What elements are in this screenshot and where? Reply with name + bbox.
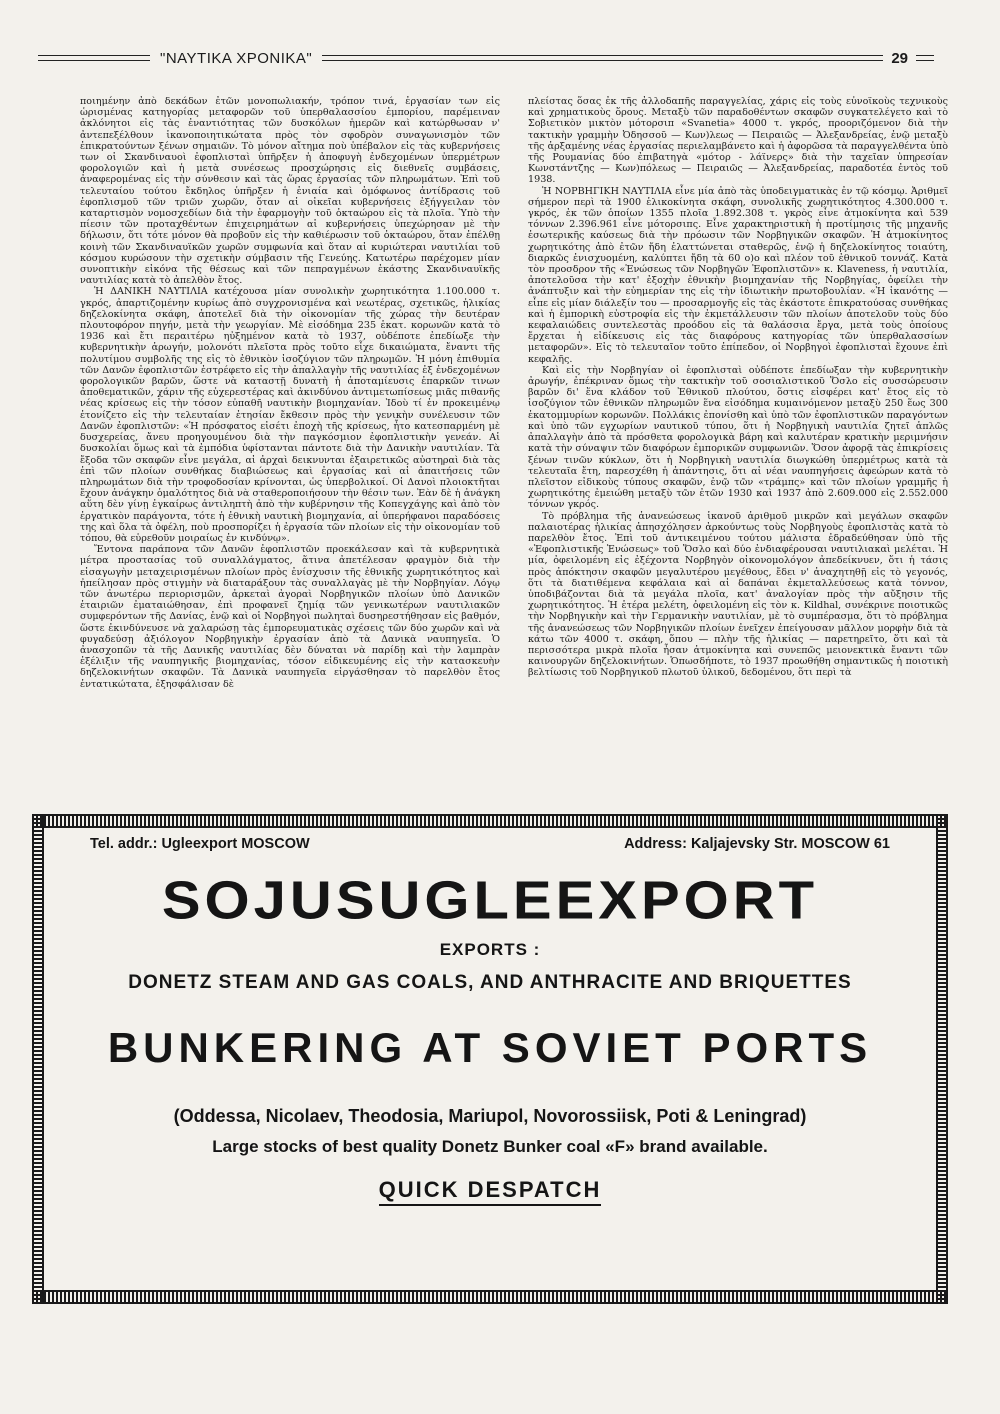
publication-title: "ΝΑΥΤΙΚΑ ΧΡΟΝΙΚΑ" (160, 49, 313, 67)
paragraph: πλείστας ὅσας ἐκ τῆς ἀλλοδαπῆς παραγγελίας, χάρις εἰς τοὺς εὐνοϊκοὺς τεχνικοὺς καὶ χρηματικοὺς ὅρους. Μεταξὺ τῶν παραδοθέντων σκαφῶν συγκατελέγετο καὶ τὸ Σοβιετικὸν μικτὸν μότορσιπ «Svanetia» 4000 τ. γκρός, προοριζόμενον διὰ τὴν τακτικὴν γραμμὴν Ὀδησσοῦ — Κων)λεως — Πειραιῶς — Ἀλεξανδρείας, ἐνῷ μεταξὺ τῆς ἀρξαμένης νέας ἐργασίας περιελαμβάνετο καὶ ἡ ἀφορῶσα τὰ παραγγελθέντα ὑπὸ τῆς Ρουμανίας δύο ἐπιβατηγὰ «μότορ - λάϊνερς» διὰ τὴν ταχεῖαν ὑπηρεσίαν Κωνστάντζης — Κων)πόλεως — Πειραιῶς — Ἀλεξανδρείας, παραδοτέα ἐντὸς τοῦ 1938. (528, 96, 948, 186)
paragraph: Ἡ ΝΟΡΒΗΓΙΚΗ ΝΑΥΤΙΛΙΑ εἶνε μία ἀπὸ τὰς ὑποδειγματικὰς ἐν τῷ κόσμῳ. Ἀριθμεῖ σήμερον περὶ τὰ 1900 ἑλικοκίνητα σκάφη, συνολικῆς χωρητικότητος 4.300.000 τ. γκρός, ἐκ τῶν ὁποίων 1355 πλοῖα 1.892.308 τ. γκρὸς εἶνε ἀτμοκίνητα καὶ 539 τόννων 2.396.961 εἶνε μότορσιπς. Εἶνε χαρακτηριστικὴ ἡ προτίμησις τῆς μηχανῆς ἐσωτερικῆς καύσεως διὰ τὴν πρόωσιν τῶν Νορβηγικῶν σκαφῶν. Ἡ ἀτμοκίνητος χωρητικότης ἀπὸ ἐτῶν ἤδη ἐλαττώνεται σταθερῶς, ἐνῷ ἡ δηζελοκίνητος τοιαύτη, διαρκῶς ἐνισχυομένη, καλύπτει ἤδη τὰ 60 ο)ο καὶ πλέον τοῦ ἐθνικοῦ τοννάζ. Κατὰ τὸν προσδρον τῆς «Ἑνώσεως τῶν Νορβηγῶν Ἐφοπλιστῶν» κ. Klaveness, ἡ ναυτιλία, ἀποτελοῦσα τὴν κατ' ἐξοχὴν ἐθνικὴν βιομηχανίαν τῆς Νορβηγίας, ὀφείλει τὴν ἀνάπτυξιν καὶ τὴν εὐημερίαν της εἰς τὴν ἰδιωτικὴν πρωτοβουλίαν. «Ἡ ἱκανότης — εἶπε εἰς μίαν διάλεξίν του — προσαρμογῆς εἰς τὰς ἑκάστοτε ἐπικρατούσας συνθήκας καὶ ἡ ἐμπορικὴ εὐστροφία εἰς τὴν ἐκμετάλλευσιν τῶν πλοίων ἀποτελοῦν τοὺς δύο κεφαλαιώδεις συντελεστὰς προόδου εἰς τὰ θαλάσσια ἔργα, μετὰ τοὺς ὁποίους ἔρχεται ἡ εἰδίκευσις εἰς τὰς διαφόρους κατηγορίας τῶν ὑπερθαλασσίων μεταφορῶν». Εἰς τὸ τελευταῖον τοῦτο ἐπίπεδον, οἱ Νορβηγοὶ ἐφοπλισταὶ ἔχουνε ἐπὶ κεφαλῆς. (528, 185, 948, 365)
header-rule-right (916, 55, 934, 61)
header-rule-middle (322, 55, 883, 61)
paragraph: Ἔντονα παράπονα τῶν Δανῶν ἐφοπλιστῶν προεκάλεσαν καὶ τὰ κυβερνητικὰ μέτρα προστασίας τοῦ συναλλάγματος, ἅτινα ἀπετέλεσαν φραγμὸν διὰ τὴν εἰσαγωγὴν μεταχειρισμένων πλοίων πρὸς ἐνίσχυσιν τῆς ἐθνικῆς χωρητικότητος καὶ ἠπείλησαν πρὸς στιγμὴν νὰ διαταράξουν τὰς συναλλαγὰς μὲ τὴν Νορβηγίαν. Λόγῳ τῶν ἀνωτέρω περιορισμῶν, ἀρκεταὶ ἀγοραὶ Νορβηγικῶν πλοίων ὑπὸ Δανικῶν ἑταιριῶν ἐματαιώθησαν, ἐπὶ προφανεῖ ζημίᾳ τῶν γενικωτέρων ναυτιλιακῶν συμφερόντων τῆς Δανίας, ἐνῷ καὶ οἱ Νορβηγοὶ πωληταὶ δυσηρεστήθησαν εἰς βαθμόν, ὥστε ἐκινδύνευσε νὰ χαλαρώσῃ τὰς ἐμπορευματικὰς σχέσεις τῶν δύο χωρῶν καὶ νὰ φυγαδεύσῃ ἀξιόλογον Νορβηγικὴν ἐργασίαν ἀπὸ τὰ Δανικὰ ναυπηγεῖα. Ὁ ἀνασχοπῶν τὰ τῆς Δανικῆς ναυτιλίας δὲν δύναται νὰ παρίδῃ καὶ τὴν λαμπρὰν ἐξέλιξιν τῆς ναυπηγικῆς βιομηχανίας, τόσον εἰδικευμένης εἰς τὴν κατασκευὴν δηζελοκινήτων σκαφῶν. Τὰ Δανικὰ ναυπηγεῖα εἰργάσθησαν τὸ παρελθὸν ἔτος ἐντατικώτατα, ἐξησφάλισαν δὲ (80, 544, 500, 690)
ad-content (52, 832, 928, 1286)
ad-postal-address: Address: Kaljajevsky Str. MOSCOW 61 (624, 836, 890, 852)
ad-contacts (52, 836, 928, 852)
header-rule-left (38, 55, 150, 61)
paragraph: ποιημένην ἀπὸ δεκάδων ἐτῶν μονοπωλιακήν, τρόπον τινά, ἐργασίαν των εἰς ὡρισμένας κατηγορίας μεταφορῶν τοῦ ὑπερθαλασσίου ἐμπορίου, παρέμειναν ἀκλόνητοι εἰς τὰς ἐναντιότητας τῶν δυσκόλων ἡμερῶν καὶ κατώρθωσαν ν' ἀντεπεξέλθουν ἱκανοποιητικώτατα πρὸς τὸν σφοδρὸν συναγωνισμὸν τῶν ἐπικρατούντων ξένων σημαιῶν. Τὸ μόνον αἴτημα ποὺ ὑπέβαλον εἰς τὰς κυβερνήσεις των οἱ Σκανδιναυοὶ ἐφοπλισταὶ ὑπῆρξεν ἡ ἀποφυγὴ ἐνδεχομένων ὑπερμέτρων φορολογιῶν καὶ ἡ μετὰ συνέσεως προσχώρησις εἰς διεθνεῖς συμβάσεις, ἀναφερομένας εἰς τὴν σύνθεσιν καὶ τὰς ὥρας ἐργασίας τῶν πληρωμάτων. Ἐπὶ τοῦ τελευταίου τούτου ἔκδηλος ὑπῆρξεν ἡ ἑνιαία καὶ ὁμόφωνος ἀντίδρασις τοῦ ἐφοπλισμοῦ τῶν τριῶν χωρῶν, ὅταν αἱ οἰκεῖαι κυβερνήσεις ἐξήγγειλαν τὸν καταρτισμὸν νομοσχεδίων διὰ τὴν ἐφαρμογὴν τοῦ ὀκταώρου εἰς τὰ πλοῖα. Ὑπὸ τὴν πίεσιν τῶν προταχθέντων ἐπιχειρημάτων αἱ κυβερνήσεις ὑπεχώρησαν μὲ τὴν δήλωσιν, ὅτι τότε μόνον θὰ προβοῦν εἰς τὴν καθιέρωσιν τοῦ ὀκταώρου, ὅταν ἐπέλθῃ κοινὴ τῶν Σκανδιναυϊκῶν χωρῶν συμφωνία καὶ ὅταν αἱ κυριώτεραι ναυτιλίαι τοῦ κόσμου κυρώσουν τὴν σχετικὴν σύμβασιν τῆς Γενεύης. Κατωτέρω παρέχομεν μίαν συνοπτικὴν εἰκόνα τῆς θέσεως καὶ τῶν πεπραγμένων ἑκάστης Σκανδιναυϊκῆς ναυτιλίας κατὰ τὸ ἀπελθὸν ἔτος. (80, 96, 500, 287)
ad-border-left (32, 814, 44, 1304)
ad-bunkering-headline: BUNKERING AT SOVIET PORTS (107, 1024, 873, 1071)
ad-products: DONETZ STEAM AND GAS COALS, AND ANTHRACITE AND BRIQUETTES (128, 972, 852, 993)
running-header (38, 48, 934, 68)
article-body (80, 96, 948, 802)
advertisement (32, 814, 948, 1304)
ad-ports-list: (Oddessa, Nicolaev, Theodosia, Mariupol, Novorossiisk, Poti & Leningrad) (173, 1106, 807, 1126)
paragraph: Τὸ πρόβλημα τῆς ἀνανεώσεως ἱκανοῦ ἀριθμοῦ μικρῶν καὶ μεγάλων σκαφῶν παλαιοτέρας ἡλικίας ἀπησχόλησεν ἀρκούντως τοὺς Νορβηγοὺς ἐφοπλιστὰς κατὰ τὸ παρελθὸν ἔτος. Ἐπὶ τοῦ ἀντικειμένου τούτου μάλιστα ἐδραδεύθησαν ὑπὸ τῆς «Ἐφοπλιστικῆς Ἑνώσεως» τοῦ Ὅσλο καὶ δύο ἐνδιαφέρουσαι ναυτιλιακαὶ μελέται. Ἡ μία, ὀφειλομένη εἰς ἐξέχοντα Νορβηγὸν οἰκονομολόγον ἀπεδείκνυεν, ὅτι ἡ τάσις πρὸς ἀπόκτησιν σκαφῶν μεγαλυτέρου μεγέθους, ἔδει ν' ἀναχητηθῇ εἰς τὸ γεγονός, ὅτι τὰ διατιθέμενα κεφάλαια καὶ αἱ δαπάναι ἐκμεταλλεύσεως κατὰ τόννον, ὑποδιβάζονται διὰ τὰ μεγάλα πλοῖα, κατ' ἀναλογίαν πρὸς τὴν αὔξησιν τῆς χωρητικότητος. Ἡ ἑτέρα μελέτη, ὀφειλομένη εἰς τὸν κ. Kildhal, συνέκρινε ποιοτικῶς τὴν Νορβηγικὴν καὶ τὴν Γερμανικὴν ναυτιλίαν, μὲ τὸ συμπέρασμα, ὅτι τὸ πρόβλημα τῆς ἀνανεώσεως τῶν Νορβηγικῶν πλοίων ἐνεῖχεν ἐπείγουσαν μᾶλλον μορφὴν διὰ τὰ κάτω τῶν 4000 τ. σκάφη, ὅπου — πλὴν τῆς ἡλικίας — παρετηρεῖτο, ὅτι καὶ τὰ περισσότερα μικρὰ πλοῖα ἦσαν ἀτμοκίνητα καὶ συνεπῶς μειονεκτικὰ ἔναντι τῶν καινουργῶν δηζελοκινήτων. Ὁπωσδήποτε, τὸ 1937 προωθήθη σημαντικῶς ἡ ποιοτικὴ βελτίωσις τοῦ Νορβηγικοῦ πλωτοῦ ὑλικοῦ, δεδομένου, ὅτι περὶ τὰ (528, 510, 948, 679)
paragraph: Καὶ εἰς τὴν Νορβηγίαν οἱ ἐφοπλισταὶ οὐδέποτε ἐπεδίωξαν τὴν κυβερνητικὴν ἀρωγήν, ἐπέκριναν ὅμως τὴν τακτικὴν τοῦ σοσιαλιστικοῦ Ὅσλο εἰς συσσώρευσιν βαρῶν δι' ἕνα κλάδον τοῦ Ἐθνικοῦ πλούτου, ὅστις εἰσφέρει κατ' ἔτος εἰς τὸ ἰσοζύγιον τῶν ἐθνικῶν πληρωμῶν ἕνα εἰσόδημα κυμαινόμενον μεταξὺ 250 ἕως 300 ἑκατομμυρίων κορωνῶν. Πολλάκις ἐπονίσθη καὶ ὑπὸ τῶν ἐφοπλιστικῶν παραγόντων καὶ ὑπὸ τῶν εγχωρίων ναυτικοῦ τύπου, ὅτι ἡ Νορβηγικὴ ναυτιλία ζητεῖ ἁπλῶς ἀπαλλαγὴν ἀπὸ τὰ πρόσθετα φορολογικὰ βάρη καὶ καλυτέραν κρατικὴν μεριμνήσιν κατὰ τὴν σύναψιν τῶν διαφόρων ἐμπορικῶν συμφωνιῶν. Ὅσον ἀφορᾷ τὰς ἐπικρίσεις ξένων τινῶν κύκλων, ὅτι ἡ Νορβηγικὴ ναυτιλία διωγκώθη ὑπερμέτρως κατὰ τὰ τελευταῖα ἔτη, παρεσχέθη ἡ ἀπάντησις, ὅτι αἱ νέαι ναυπηγήσεις ἀφεώρων κατὰ τὸ πλεῖστον εἰδικοὺς τύπους σκαφῶν, ἐνῷ τῶν «τράμπς» καὶ τῶν πλοίων γραμμῆς ἡ χωρητικότης ἐμειώθη μεταξὺ τῶν ἐτῶν 1930 καὶ 1937 ἀπὸ 2.609.000 εἰς 2.552.000 τόννων γκρός. (528, 364, 948, 511)
ad-border-right (936, 814, 948, 1304)
ad-despatch: QUICK DESPATCH (379, 1177, 602, 1206)
ad-telegraph-address: Tel. addr.: Ugleexport MOSCOW (90, 836, 310, 852)
ad-company-name: SOJUSUGLEEXPORT (161, 870, 819, 931)
page-number: 29 (891, 49, 908, 67)
ad-border-bottom (32, 1290, 948, 1304)
ad-exports-label: EXPORTS : (439, 940, 541, 959)
article-column-left (80, 96, 500, 802)
ad-stocks-note: Large stocks of best quality Donetz Bunker coal «F» brand available. (212, 1137, 768, 1156)
ad-border-top (32, 814, 948, 828)
paragraph: Ἡ ΔΑΝΙΚΗ ΝΑΥΤΙΛΙΑ κατέχουσα μίαν συνολικὴν χωρητικότητα 1.100.000 τ. γκρός, ἀπαρτιζομένην κυρίως ἀπὸ συγχρονισμένα καὶ νεωτέρας, σχετικῶς, ἡλικίας δηζελοκίνητα σκάφη, ἀποτελεῖ διὰ τὴν οἰκονομίαν τῆς χώρας τὴν δευτέραν πλουτοφόρον πηγήν, μετὰ τὴν γεωργίαν. Μὲ εἰσόδημα 235 ἑκατ. κορωνῶν κατὰ τὸ 1936 καὶ ἔτι περαιτέρω ηὐξημένον κατὰ τὸ 1937, οὐδέποτε ἐπεδίωξε τὴν κυβερνητικὴν ἀρωγήν, μολονότι πλεῖστα πρὸς τοῦτο εἶχε δικαιώματα, ἔναντι τῆς πολυτίμου συμβολῆς της εἰς τὸ ἐθνικὸν ἰσοζύγιον τῶν πληρωμῶν. Ἡ μόνη ἐπιθυμία τῶν Δανῶν ἐφοπλιστῶν ἐστρέφετο εἰς τὴν ἀπαλλαγὴν τῆς ναυτιλίας ἐξ ἐνδεχομένων φορολογικῶν βαρῶν, ὥστε νὰ καταστῇ δυνατὴ ἡ ἀποταμίευσις ἐπαρκῶν τινων ἀποθεματικῶν, χάριν τῆς εὐχερεστέρας καὶ ἀκινδύνου ἀντιμετωπίσεως μιᾶς πιθανῆς νέας κρίσεως εἰς τὴν τόσον εὐπαθῆ ναυτικὴν βιομηχανίαν. Ἰδοὺ τί ἐν προκειμένῳ ἐτονίζετο εἰς τὴν τελευταίαν ἐτησίαν ἔκθεσιν πρὸς τὴν γενικὴν συνέλευσιν τῶν Δανῶν ἐφοπλιστῶν: «Ἡ πρόσφατος εἰσέτι ἐποχὴ τῆς κρίσεως, ἦτο κατεσπαρμένη μὲ δυσχερείας, ἄνευ προηγουμένου διὰ τὴν παγκόσμιον ἐφοπλιστικὴν γενεάν. Αἱ δυσκολίαι ὅμως καὶ τὰ ἐμπόδια ὑφίστανται πάντοτε διὰ τὴν Δανικὴν ναυτιλίαν. Τὰ ἔξοδα τῶν σκαφῶν εἶνε μεγάλα, αἱ ἀρχαὶ δεικνυνται ἐξαιρετικῶς αὐστηραὶ διὰ τὰς ἐπὶ τῶν πλοίων συνθήκας διαβιώσεως καὶ ἐργασίας καὶ αἱ ἀπαιτήσεις τῶν πληρωμάτων διὰ τὴν τροφοδοσίαν κρίνονται, ὡς ὑπερβολικοί. Οἱ Δανοὶ πλοιοκτῆται ἔχουν ἀνάγκην ὁμαλότητος διὰ νὰ σταθεροποιήσουν τὴν θέσιν των. Ἐὰν δὲ ἡ ἀνάγκη αὕτη δὲν γίνῃ ἐγκαίρως ἀντιληπτὴ ἀπὸ τὴν κυβέρνησιν τῆς Κοπεγχάγης καὶ ἀπὸ τὸν ἐργατικὸν παράγοντα, τότε ἡ ἐθνικὴ ναυτικὴ βιομηχανία, αἱ ὑπερήφανοι παραδόσεις της καὶ ὅλα τὰ ὀφέλη, ποὺ προσπορίζει ἡ ἐργασία τῶν πλοίων εἰς τὴν οἰκονομίαν τοῦ τόπου, θὰ εὑρεθοῦν μοιραίως ἐν κινδύνῳ». (80, 286, 500, 544)
article-column-right (528, 96, 948, 802)
